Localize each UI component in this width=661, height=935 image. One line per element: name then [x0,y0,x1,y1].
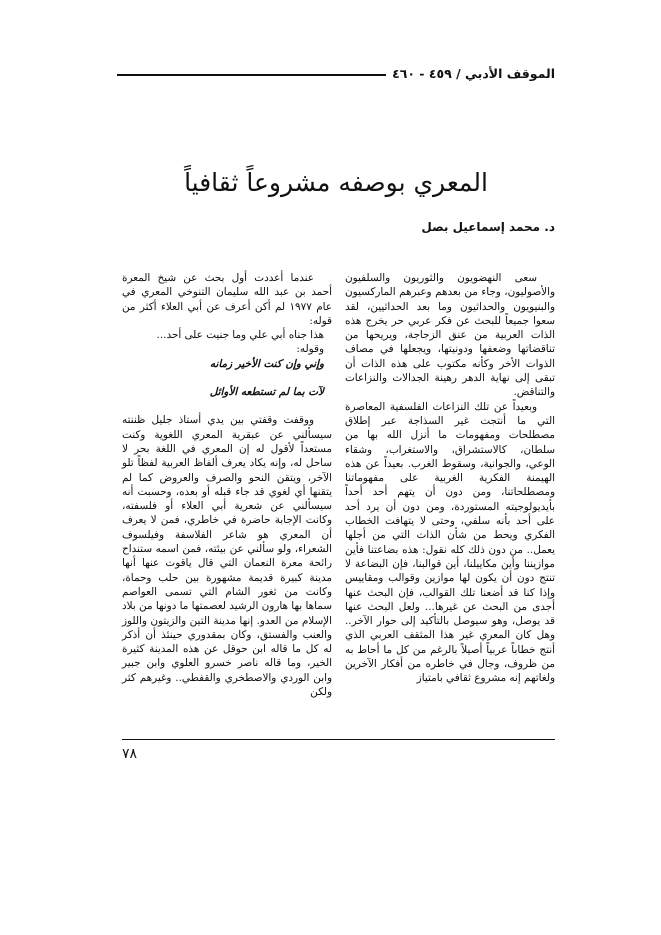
verse-line: وإني وإن كنت الأخير زمانه [209,357,324,370]
footer-rule [122,739,555,740]
journal-running-title: الموقف الأدبي / ٤٥٩ - ٤٦٠ [392,65,555,81]
author-name: د. محمد إسماعيل بصل [421,220,555,234]
verse-line: لآت بما لم تستطعه الأوائل [209,386,324,399]
left-column [122,271,332,699]
article-title: المعري بوصفه مشروعاً ثقافياً [184,168,488,197]
page-number: ٧٨ [122,746,138,762]
body-paragraph: ووقفت وقفتي بين يدي أستاذ جليل ظننته سيسألني عن عبقرية المعري اللغوية وكنت مستعداً لأقول له إن المعري في اللغة بحر لا ساحل له، وإنه يكاد يعرف ألفاظ العربية لفظاً تلو الآخر، ويتقن النحو والصرف والعروض كما لم يتقنها أي لغوي قد جاء قبله أو بعده، وحسبت أنه سيسألني عن شعرية أبي العلاء أو فلسفته، وكانت الإجابة حاضرة في خاطري، فمن لا يعرف أن المعري هو شاعر الفلاسفة وفيلسوف الشعراء، ولو سألني عن بيئته، فمن اسمه ستنداح رائحة معرة النعمان التي قال ياقوت عنها أنها مدينة كبيرة قديمة مشهورة بين حلب وحماة، وكانت من ثغور الشام التي تسمى العواصم سماها بها هارون الرشيد لعصمتها ما دونها من بلاد الإسلام من العدو. إنها مدينة التين والزيتون واللوز والعنب والفستق، وكان بمقدوري حينئذ أن أذكر له كل ما قاله ابن حوقل عن هذه المدينة كثيرة الخير، وما قاله ناصر خسرو العلوي وابن جبير وابن الوردي والاصطخري والقفطي.. وغيرهم كثر ولكن [122,414,332,699]
verse-spacer [122,399,332,413]
header-rule [117,74,386,76]
running-header [117,63,555,83]
verse-line: هذا جناه أبي علي وما جنيت على أحد... [156,329,324,342]
right-column [345,271,555,686]
verse-spacer [122,371,332,385]
verse-intro: وقوله: [296,343,324,356]
intro-paragraph: عندما أعددت أول بحث عن شيخ المعرة أحمد بن عبد الله سليمان التنوخي المعري في عام ١٩٧٧ لم أكن أعرف عن أبي العلاء أكثر من قوله: [122,272,332,327]
paragraph: وبعيداً عن تلك النزاعات الفلسفية المعاصرة التي ما أنتجت غير السذاجة عبر إطلاق مصطلحات ومفهومات ما أنزل الله بها من سلطان، كالاستشراق، والاستغراب، وشقاء الوعي، والجوانية، وسقوط الغرب. بعيداً عن هذه الهيمنة الفكرية الغربية على مفهوماتنا ومصطلحاتنا، ومن دون أن يتهم أحد أحداً بأيديولوجيته المستوردة، ومن دون أن يرد أحد على أحد بأنه سلفي، وحتى لا يتهافت الخطاب الفكري ويحط من شأن الذات التي من أجلها يعمل.. من دون ذلك كله نقول: هذه بضاعتنا فأين موازيننا وأين مكاييلنا، أين قوالبنا، فإن البضاعة لا تنتج دون أن يكون لها موازين وقوالب ومقاييس وإذا كنا قد أضعنا تلك القوالب، فإن البحث عنها أجدى من البحث عن غيرها... ولعل البحث عنها قد يوصل، وهو سيوصل بالتأكيد إلى حوار الآخر.. وهل كان المعري غير هذا المثقف العربي الذي أنتج خطاباً عربياً أصيلاً بالرغم من كل ما أحاط به من ظروف، وجال في خاطره من أفكار الآخرين ولغاتهم إنه مشروع ثقافي بامتياز [345,400,555,685]
paragraph: سعى النهضويون والثوريون والسلفيون والأصوليون، وجاء من بعدهم وعبرهم الماركسيون والبنيويون والحداثيون وما بعد الحداثيين، لقد سعوا جميعاً للبحث عن فكر عربي حر يخرج هذه الذات العربية من عنق الزجاجة، ويريحها من تناقضاتها وضعفها ودونيتها، ويجعلها في مصاف الذوات الأخر وكأنه مكتوب على هذه الذات أن تبقى إلى نهاية الدهر رهينة الجدالات والنزاعات والتناقض. [345,272,555,399]
